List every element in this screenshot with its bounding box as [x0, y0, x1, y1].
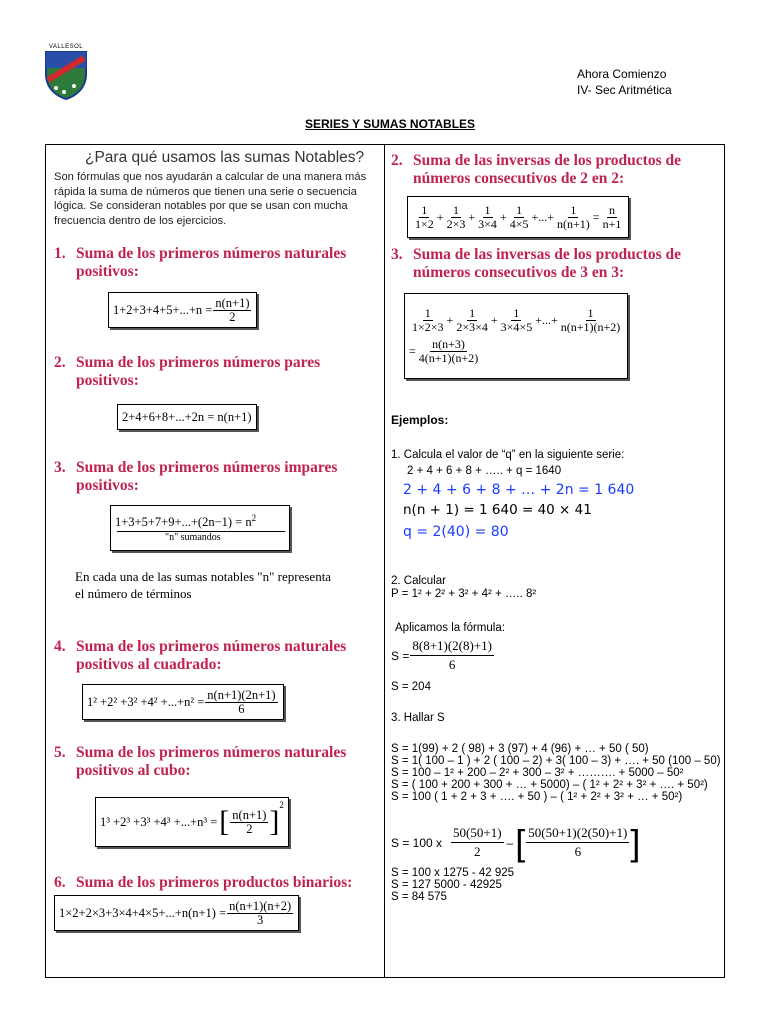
- intro-paragraph: [54, 170, 380, 228]
- s-label: S = 100 x: [391, 835, 443, 850]
- minus-sign: –: [506, 835, 514, 850]
- formula-heading-2: [54, 354, 320, 390]
- formula-fraction: [526, 824, 629, 861]
- header-line-2: IV- Sec Aritmética: [577, 83, 672, 97]
- formula-heading-4: [54, 638, 346, 674]
- formula-fraction: [205, 689, 277, 716]
- step-line: S = 100 ( 1 + 2 + 3 + …. + 50 ) – ( 1² + 2² + 3² + … + 50²): [391, 791, 683, 803]
- example-2-formula: [391, 637, 495, 674]
- formula-fraction: [559, 307, 623, 334]
- formula-fraction: [451, 824, 504, 861]
- example-1-blue-line: 2 + 4 + 6 + 8 + … + 2n = 1 640: [403, 482, 635, 498]
- intro-line: frecuencia dentro de los ejercicios.: [54, 214, 227, 227]
- example-1-question: 1. Calcula el valor de “q” en la siguiente serie:: [391, 449, 625, 461]
- shield-icon: [44, 50, 88, 100]
- fraction-numerator: 1: [469, 306, 476, 320]
- fraction-denominator: 4×5: [509, 216, 529, 231]
- formula-exponent: 2: [279, 800, 284, 810]
- formula-fraction: [413, 204, 436, 231]
- fraction-numerator: n(n+1)(n+2): [229, 898, 292, 913]
- left-bracket: [: [515, 821, 526, 863]
- step-line: S = 1( 100 – 1 ) + 2 ( 100 – 2) + 3( 100 – 3) + …. + 50 (100 – 50): [391, 755, 721, 767]
- fraction-denominator: 6: [574, 844, 582, 859]
- fraction-numerator: 50(50+1)(2(50)+1): [526, 824, 629, 843]
- example-3-question: 3. Hallar S: [391, 712, 445, 724]
- question-heading: ¿Para qué usamos las sumas Notables?: [85, 149, 365, 166]
- formula-lhs: 1+2+3+4+5+...+n =: [113, 302, 213, 317]
- formula-heading-5: [54, 744, 346, 780]
- heading-text: Suma de los primeros números naturales: [76, 245, 347, 262]
- fraction-denominator: 4(n+1)(n+2): [418, 351, 479, 365]
- formula-lhs: 1×2+2×3+3×4+4×5+...+n(n+1) =: [59, 905, 227, 920]
- heading-number: 6.: [54, 874, 66, 891]
- example-1-series: 2 + 4 + 6 + 8 + ….. + q = 1640: [407, 465, 562, 477]
- heading-number: 2.: [54, 354, 66, 371]
- intro-line: Son fórmulas que nos ayudarán a calcular de una manera más: [54, 171, 367, 183]
- fraction-numerator: 8(8+1)(2(8)+1): [410, 637, 494, 656]
- document-title: SERIES Y SUMAS NOTABLES: [305, 117, 476, 131]
- heading-number: 1.: [54, 245, 66, 262]
- formula-heading-r3: [391, 246, 681, 282]
- header-line-1: Ahora Comienzo: [577, 67, 667, 81]
- right-bracket: ]: [269, 805, 280, 838]
- intro-line: rápida la suma de números que tienen una serie o secuencia: [54, 185, 357, 198]
- step-line: S = 1(99) + 2 ( 98) + 3 (97) + 4 (96) + … + 50 ( 50): [391, 743, 649, 755]
- intro-line: lógica. Se consideran notables por que se usan con mucha: [54, 200, 348, 212]
- example-2-question: 2. Calcular: [391, 575, 446, 587]
- heading-number: 4.: [54, 638, 66, 655]
- fraction-denominator: n(n+1)(n+2): [560, 320, 621, 334]
- fraction-denominator: n(n+1): [557, 216, 590, 231]
- underbrace-label: "n" sumandos: [117, 531, 285, 543]
- note-line: el número de términos: [75, 586, 192, 601]
- formula-box-1: [108, 292, 257, 328]
- formula-box-3: [110, 505, 290, 551]
- heading-text: Suma de los primeros números naturales: [76, 638, 347, 655]
- formula-lhs: 1² +2² +3² +4² +...+n² =: [87, 694, 205, 709]
- fraction-numerator: 1: [516, 202, 523, 217]
- formula-lhs: 1³ +2³ +3³ +4³ +...+n³ =: [100, 814, 218, 829]
- heading-text: Suma de los primeros números impares: [76, 459, 338, 476]
- fraction-denominator: 2: [229, 309, 236, 324]
- fraction-numerator: 1: [424, 306, 431, 320]
- heading-number: 3.: [391, 246, 403, 263]
- header-course-info: [577, 66, 672, 98]
- fraction-denominator: 3: [257, 912, 264, 927]
- formula-box-r3: $\frac{1}{1\times 2\times 3}$ + $\frac{1}{2\times 3\times 4}$ + $\frac{1}{3\times 4\times 5}$ +...+ $\frac{1}{n(n+1)(n+2)}$ = $\frac{n(n+3)}{4(n+1)(n+2)}$: [404, 293, 628, 379]
- fraction-denominator: 2×3×4: [456, 320, 488, 334]
- heading-text: números consecutivos de 3 en 3:: [413, 264, 625, 281]
- formula-box-4: [82, 684, 284, 720]
- school-logo: [44, 44, 88, 102]
- step-line: S = ( 100 + 200 + 300 + … + 5000) – ( 1² + 2² + 3² + …. + 50²): [391, 779, 708, 791]
- fraction-numerator: n(n+3): [432, 337, 465, 351]
- heading-text: positivos:: [76, 477, 139, 494]
- fraction-denominator: 6: [238, 701, 245, 716]
- heading-text: Suma de los primeros números pares: [76, 354, 321, 371]
- fraction-denominator: 2: [474, 844, 481, 859]
- heading-text: Suma de las inversas de los productos de: [413, 246, 681, 263]
- fraction-numerator: 1: [484, 202, 491, 217]
- formula-fraction: [213, 297, 251, 324]
- step-line: S = 100 – 1² + 200 – 2² + 300 – 3² + ………. + 5000 – 50²: [391, 767, 684, 779]
- note-paragraph: [75, 568, 331, 602]
- fraction-numerator: n: [608, 202, 615, 217]
- fraction-denominator: 2×3: [446, 216, 466, 231]
- fraction-numerator: 50(50+1): [451, 824, 504, 843]
- formula-lhs: 1+3+5+7+9+...+(2n−1) = n: [115, 515, 252, 530]
- formula-fraction: [445, 204, 468, 231]
- heading-text: números consecutivos de 2 en 2:: [413, 170, 625, 187]
- fraction-numerator: 1: [513, 306, 520, 320]
- fraction-denominator: 1×2: [415, 216, 434, 231]
- result-line: S = 100 x 1275 - 42 925: [391, 867, 515, 879]
- formula-heading-3: [54, 459, 337, 495]
- formula-fraction: [555, 204, 592, 231]
- heading-number: 5.: [54, 744, 66, 761]
- fraction-denominator: 1×2×3: [412, 320, 444, 334]
- left-bracket: [: [219, 805, 230, 838]
- formula-fraction: [230, 809, 268, 836]
- formula-fraction: [499, 307, 535, 334]
- fraction-denominator: n+1: [602, 216, 622, 231]
- fraction-denominator: 2: [246, 821, 253, 836]
- result-line: S = 84 575: [391, 891, 447, 903]
- heading-text: Suma de los primeros números naturales: [76, 744, 347, 761]
- column-divider: [384, 144, 385, 977]
- logo-text: VALLESOL: [48, 44, 84, 50]
- example-3-steps: [391, 743, 721, 803]
- examples-heading: Ejemplos:: [391, 413, 449, 427]
- example-2-result: S = 204: [391, 681, 431, 693]
- example-3-results: [391, 867, 514, 903]
- formula-text: 2+4+6+8+...+2n = n(n+1): [122, 409, 252, 424]
- s-label: S =: [391, 648, 410, 663]
- formula-fraction: [454, 307, 490, 334]
- fraction-denominator: 3×4: [478, 216, 497, 231]
- heading-text: positivos al cuadrado:: [76, 656, 222, 673]
- formula-fraction: [227, 900, 293, 927]
- fraction-denominator: 6: [448, 657, 456, 672]
- fraction-numerator: 1: [570, 202, 577, 217]
- heading-text: positivos:: [76, 263, 139, 280]
- heading-text: Suma de las inversas de los productos de: [413, 152, 681, 169]
- example-3-formula: [391, 821, 641, 863]
- note-line: En cada una de las sumas notables "n" representa: [75, 569, 332, 584]
- formula-fraction: [601, 204, 624, 231]
- formula-heading-6: [54, 874, 352, 892]
- formula-box-2: [117, 404, 257, 430]
- formula-box-6: [54, 895, 299, 931]
- example-2-series: P = 1² + 2² + 3² + 4² + ….. 8²: [391, 588, 537, 600]
- heading-text: positivos al cubo:: [76, 762, 191, 779]
- heading-number: 2.: [391, 152, 403, 169]
- formula-box-r2: $\frac{1}{1\times 2}$ + $\frac{1}{2\times 3}$ + $\frac{1}{3\times 4}$ + $\frac{1}{4\times 5}$ +...+ $\frac{1}{n(n+1)}$ = $\frac{n}{n+1}$: [407, 196, 629, 238]
- heading-number: 3.: [54, 459, 66, 476]
- fraction-denominator: 3×4×5: [500, 320, 533, 334]
- formula-box-5: [95, 797, 289, 847]
- formula-fraction: [417, 338, 481, 365]
- fraction-numerator: 1: [587, 306, 594, 320]
- right-bracket: ]: [630, 821, 641, 863]
- example-1-answer: q = 2(40) = 80: [403, 524, 509, 540]
- fraction-numerator: n(n+1): [232, 807, 267, 822]
- formula-fraction: [476, 204, 499, 231]
- heading-text: Suma de los primeros productos binarios:: [76, 874, 353, 891]
- fraction-numerator: n(n+1)(2n+1): [207, 687, 276, 702]
- formula-heading-1: [54, 245, 346, 281]
- result-line: S = 127 5000 - 42925: [391, 879, 502, 891]
- formula-fraction: [410, 637, 494, 674]
- formula-exponent: 2: [251, 513, 257, 524]
- formula-fraction: [508, 204, 531, 231]
- example-1-equation: n(n + 1) = 1 640 = 40 × 41: [403, 502, 592, 518]
- fraction-numerator: 1: [452, 202, 459, 217]
- example-2-apply: Aplicamos la fórmula:: [395, 622, 505, 634]
- formula-heading-r2: [391, 152, 681, 188]
- heading-text: positivos:: [76, 372, 139, 389]
- fraction-numerator: 1: [421, 202, 428, 217]
- fraction-numerator: n(n+1): [215, 295, 250, 310]
- formula-fraction: [410, 307, 446, 334]
